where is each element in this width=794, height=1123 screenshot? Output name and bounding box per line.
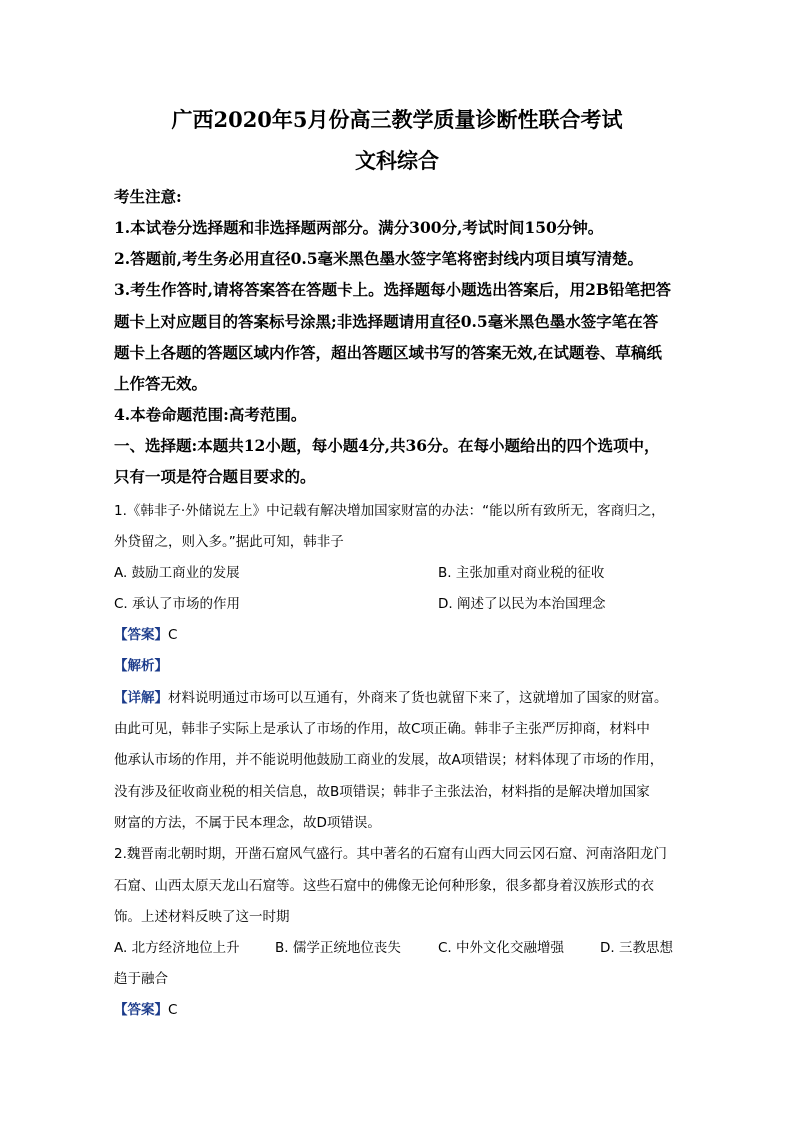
question-1-option-a: A. 鼓励工商业的发展: [114, 565, 240, 581]
notice-item-3: 3.考生作答时,请将答案答在答题卡上。选择题每小题选出答案后，用2B铅笔把答: [114, 280, 671, 299]
question-2-option-d: D. 三教思想: [600, 940, 673, 956]
question-1-stem-cont: 外贷留之，则入多。”据此可知，韩非子: [114, 534, 344, 550]
question-1-detail-line: 财富的方法，不属于民本理念，故D项错误。: [114, 815, 381, 831]
analysis-label: 【解析】: [114, 658, 168, 674]
notice-item-3-cont: 题卡上对应题目的答案标号涂黑;非选择题请用直径0.5毫米黑色墨水签字笔在答: [114, 312, 659, 331]
question-2-stem-cont: 饰。上述材料反映了这一时期: [114, 909, 290, 925]
question-1-option-c: C. 承认了市场的作用: [114, 596, 241, 612]
question-1-stem: 1.《韩非子·外储说左上》中记载有解决增加国家财富的办法：“能以所有致所无，客商归之，: [114, 503, 665, 519]
section-heading-cont: 只有一项是符合题目要求的。: [114, 467, 316, 486]
notice-item-2: 2.答题前,考生务必用直径0.5毫米黑色墨水签字笔将密封线内项目填写清楚。: [114, 249, 644, 268]
question-1-detail-line: 没有涉及征收商业税的相关信息，故B项错误；韩非子主张法治，材料指的是解决增加国家: [114, 784, 650, 800]
notice-item-1: 1.本试卷分选择题和非选择题两部分。满分300分,考试时间150分钟。: [114, 218, 604, 237]
question-1-detail-line: 他承认市场的作用，并不能说明他鼓励工商业的发展，故A项错误；材料体现了市场的作用，: [114, 752, 664, 768]
question-1-option-d: D. 阐述了以民为本治国理念: [438, 596, 606, 612]
answer-value: C: [168, 627, 178, 643]
question-1-answer: [114, 623, 684, 643]
notice-item-3-cont: 题卡上各题的答题区域内作答，超出答题区域书写的答案无效,在试题卷、草稿纸: [114, 343, 662, 362]
section-heading: 一、选择题:本题共12小题，每小题4分,共36分。在每小题给出的四个选项中，: [114, 436, 660, 455]
question-2-option-c: C. 中外文化交融增强: [438, 940, 565, 956]
question-2-option-d-cont: 趋于融合: [114, 971, 168, 987]
question-1-option-b: B. 主张加重对商业税的征收: [438, 565, 605, 581]
question-2-option-b: B. 儒学正统地位丧失: [275, 940, 401, 956]
page-title: 广西2020年5月份高三教学质量诊断性联合考试: [171, 107, 623, 132]
question-2-option-a: A. 北方经济地位上升: [114, 940, 240, 956]
notice-item-3-cont: 上作答无效。: [114, 374, 208, 393]
answer-label: 【答案】: [114, 1002, 168, 1018]
detail-label: 【详解】: [114, 690, 168, 706]
answer-label: 【答案】: [114, 627, 168, 643]
question-2-stem-cont: 石窟、山西太原天龙山石窟等。这些石窟中的佛像无论何种形象，很多都身着汉族形式的衣: [114, 878, 654, 894]
question-2-answer: [114, 998, 684, 1018]
question-2-stem: 2.魏晋南北朝时期，开凿石窟风气盛行。其中著名的石窟有山西大同云冈石窟、河南洛阳龙门: [114, 846, 667, 862]
notice-item-4: 4.本卷命题范围:高考范围。: [114, 405, 307, 424]
notice-heading: 考生注意:: [114, 187, 182, 206]
page-subtitle: 文科综合: [355, 148, 439, 173]
question-1-detail-line: 由此可见，韩非子实际上是承认了市场的作用，故C项正确。韩非子主张严厉抑商，材料中: [114, 721, 650, 737]
answer-value: C: [168, 1002, 178, 1018]
question-1-detail: [114, 686, 684, 706]
detail-text: 材料说明通过市场可以互通有，外商来了货也就留下来了，这就增加了国家的财富。: [168, 690, 668, 706]
question-1-analysis: [114, 654, 684, 674]
